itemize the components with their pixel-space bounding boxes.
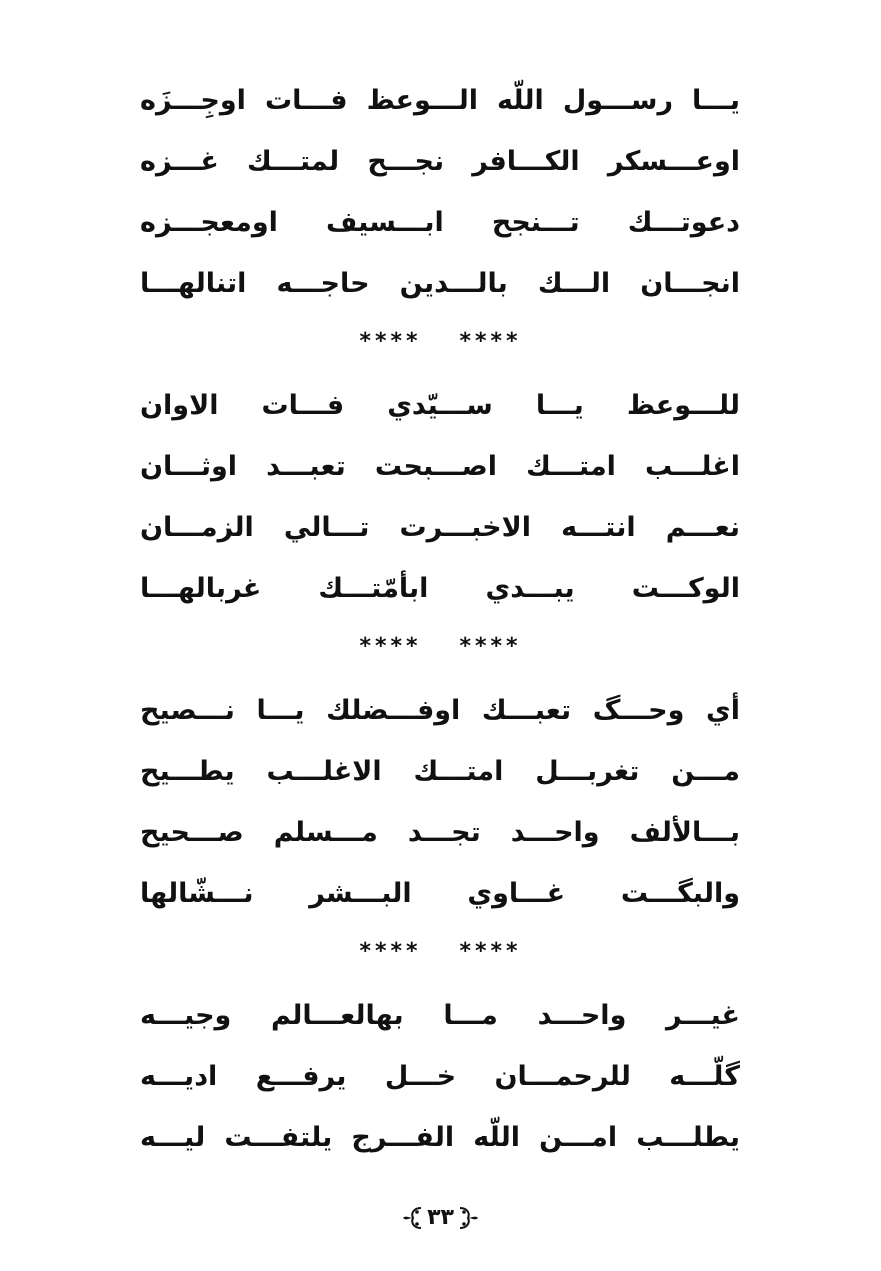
separator-stars-left: ****	[359, 329, 422, 354]
stanza-3	[140, 680, 740, 924]
verse-line: للـــوعظ يـــا ســـيّدي فـــات الاوان	[140, 390, 740, 421]
floral-bracket-icon	[458, 1205, 480, 1231]
page-number	[0, 1198, 881, 1238]
verse-line: اوعـــسكر الكـــافر نجـــح لمتـــك غـــزه	[140, 146, 740, 177]
verse-line: گلّـــه للرحمـــان خـــل يرفـــع اديـــه	[140, 1061, 740, 1092]
separator-stars-right: ****	[459, 329, 522, 354]
verse-line: والبگـــت غـــاوي البـــشر نـــشّالها	[140, 878, 740, 909]
verse-line: يـــا رســـول اللّه الـــوعظ فـــات اوجِـــزَه	[140, 85, 740, 116]
stanza-1	[140, 70, 740, 314]
verse-line: دعوتـــك تـــنجح ابـــسيف اومعجـــزه	[140, 207, 740, 238]
separator-stars-left: ****	[359, 634, 422, 659]
stanza-4	[140, 985, 740, 1168]
stanza-separator	[0, 937, 881, 967]
page-number-text: ٣٣	[427, 1205, 454, 1230]
floral-bracket-icon	[401, 1205, 423, 1231]
verse-line: انجـــان الـــك بالـــدين حاجـــه اتنالهـــا	[140, 268, 740, 299]
separator-stars-right: ****	[459, 939, 522, 964]
verse-line: بـــالألف واحـــد تجـــد مـــسلم صـــحيح	[140, 817, 740, 848]
verse-line: يطلـــب امـــن اللّه الفـــرج يلتفـــت ليـــه	[140, 1122, 740, 1153]
stanza-separator	[0, 327, 881, 357]
verse-line: أي وحـــگ تعبـــك اوفـــضلك يـــا نـــصيح	[140, 695, 740, 726]
stanza-separator	[0, 632, 881, 662]
separator-stars-left: ****	[359, 939, 422, 964]
verse-line: نعـــم انتـــه الاخبـــرت تـــالي الزمـــان	[140, 512, 740, 543]
verse-line: غيـــر واحـــد مـــا بهالعـــالم وجيـــه	[140, 1000, 740, 1031]
separator-stars-right: ****	[459, 634, 522, 659]
verse-line: اغلـــب امتـــك اصـــبحت تعبـــد اوثـــان	[140, 451, 740, 482]
verse-line: مـــن تغربـــل امتـــك الاغلـــب يطـــيح	[140, 756, 740, 787]
verse-line: الوكـــت يبـــدي ابأمّتـــك غربالهـــا	[140, 573, 740, 604]
stanza-2	[140, 375, 740, 619]
